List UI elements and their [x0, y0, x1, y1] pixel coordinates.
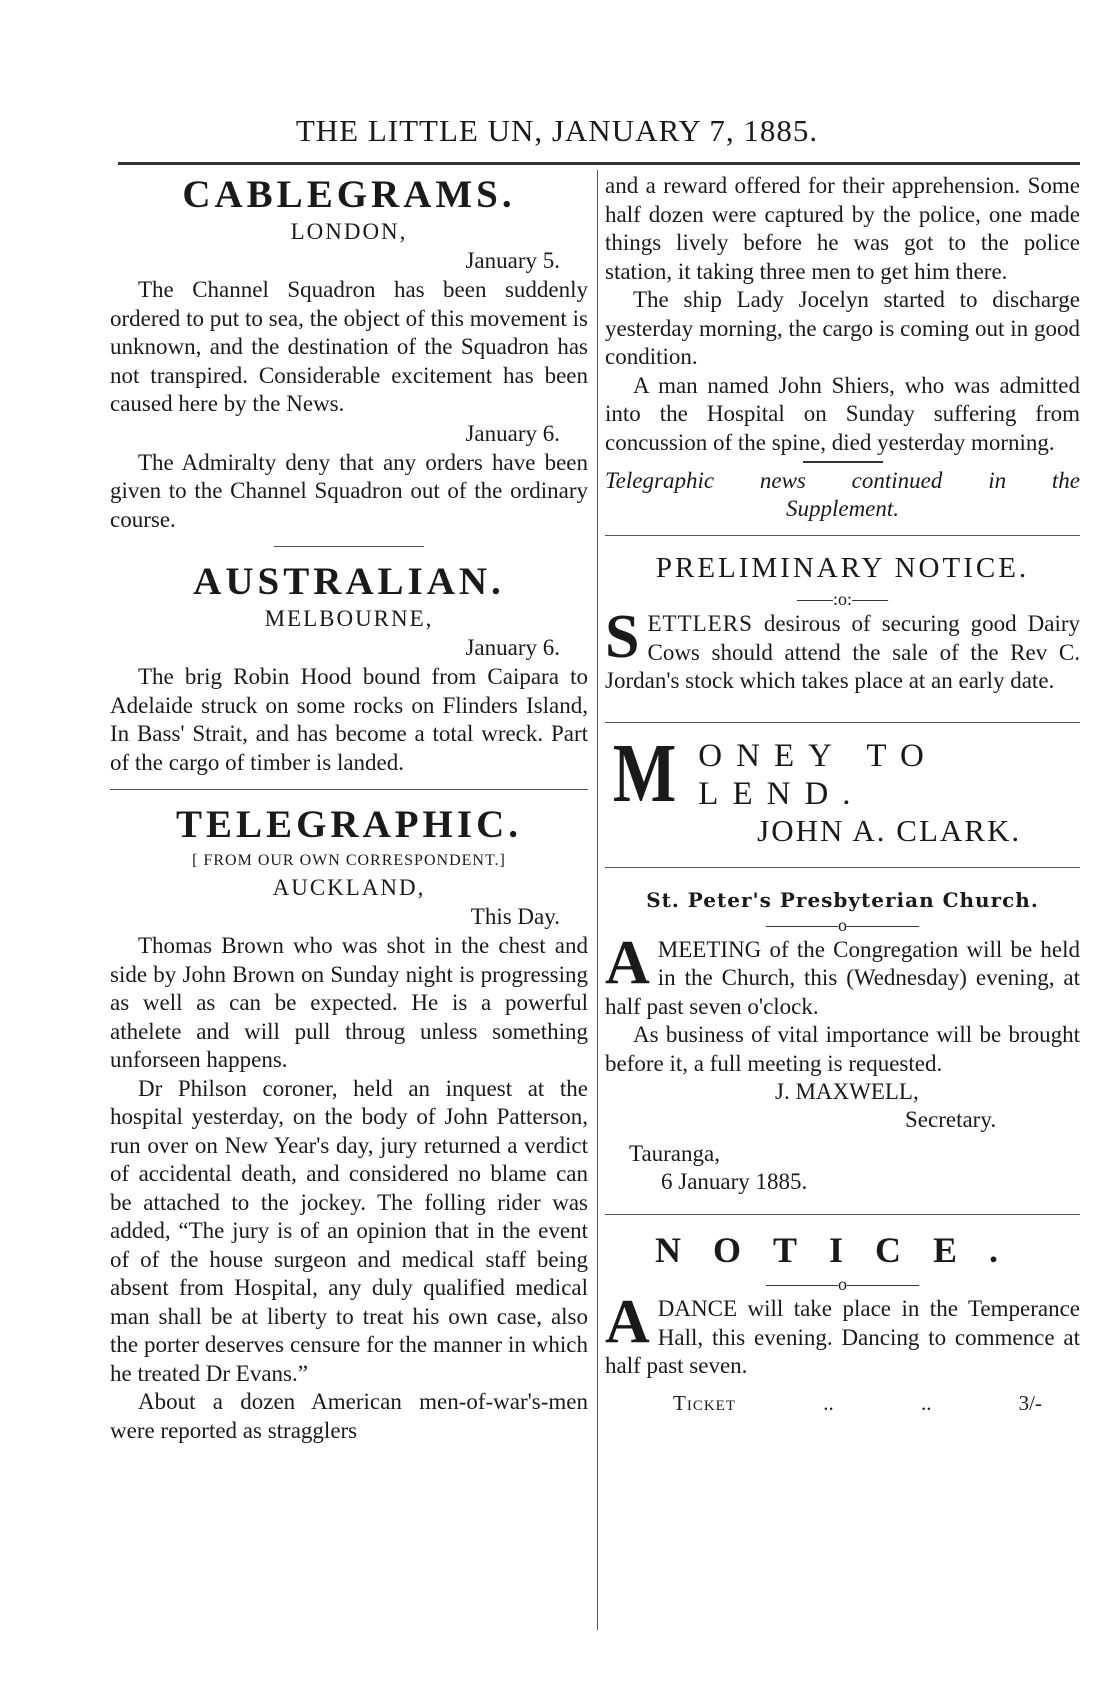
section-rule [605, 867, 1080, 868]
dropcap-a: A [605, 1288, 650, 1356]
short-rule [803, 461, 883, 463]
ticket-dots: .. [823, 1390, 834, 1415]
cablegrams-date-2: January 6. [465, 420, 560, 446]
cablegrams-place: LONDON, [290, 219, 408, 244]
ticket-dots: .. [920, 1390, 932, 1415]
preliminary-body: desirous of securing good Dairy Cows should attend the sale of the Rev C. Jordan's stock which takes place at an early date. [605, 611, 1081, 693]
signature-name: J. MAXWELL, [775, 1079, 919, 1104]
continued-notice [605, 467, 1080, 495]
ornament: ————o———— [766, 914, 919, 935]
notice-paragraph [605, 1288, 1080, 1381]
preliminary-notice-text [605, 603, 1081, 696]
dropcap-a: A [605, 928, 650, 997]
ticket-price: 3/- [1018, 1390, 1042, 1415]
australian-place: MELBOURNE, [264, 606, 434, 631]
continued-word: the [1051, 468, 1080, 493]
masthead-rule [118, 162, 1080, 165]
continued-word: news [759, 468, 806, 493]
section-rule [110, 789, 588, 790]
church-paragraph-2: As business of vital importance will be brought before it, a full meeting is requested. [605, 1022, 1080, 1076]
church-paragraph-1 [605, 928, 1080, 1022]
continued-word: in [988, 468, 1007, 493]
left-column [110, 172, 588, 1445]
telegraphic-place: AUCKLAND, [272, 875, 426, 900]
telegraphic-paragraph-1: Thomas Brown who was shot in the chest and side by John Brown on Sunday night is progressing as well as can be expected. He is a powerful athelete and will pull throug unless something unforseen happens. [110, 933, 588, 1072]
dropcap-s: S [605, 603, 640, 671]
telegraphic-paragraph-2: Dr Philson coroner, held an inquest at the hospital yesterday, on the body of John Patterson, run over on New Year's day, jury returned a verdict of accidental death, and considered no blame can be attached to the jockey. The folling rider was added, “The jury is of an opinion that in the event of of the house surgeon and medical staff being absent from Hospital, any duly qualified medical man shall be at liberty to treat his own case, also the porter deserves censure for the manner in which he treated Dr Evans.” [110, 1075, 588, 1386]
money-line-1: ONEY TO LEND. [698, 737, 938, 812]
church-heading: St. Peter's Presbyterian Church. [646, 887, 1039, 912]
telegraphic-heading: TELEGRAPHIC. [176, 803, 522, 846]
money-to-lend-ad [605, 726, 1080, 849]
ticket-line [605, 1387, 1080, 1419]
ticket-label: Ticket [673, 1390, 736, 1415]
australian-date: January 6. [465, 635, 560, 660]
continued-word: continued [851, 468, 943, 493]
telegraphic-date: This Day. [470, 904, 560, 929]
church-place: Tauranga, [629, 1141, 720, 1166]
cablegrams-heading: CABLEGRAMS. [182, 173, 516, 216]
australian-heading: AUSTRALIAN. [193, 560, 505, 603]
ornament: ————o———— [766, 1274, 919, 1294]
section-rule [274, 546, 424, 547]
section-rule [605, 535, 1080, 536]
cablegrams-paragraph-1: The Channel Squadron has been suddenly ordered to put to sea, the object of this movement is unknown, and the destination of the Squadron has not transpired. Considerable excitement has been caused here by the News. [110, 277, 588, 416]
dropcap-m: M [612, 726, 677, 820]
ornament: ——:o:—— [796, 589, 888, 609]
church-date: 6 January 1885. [661, 1169, 808, 1194]
money-line-2: JOHN A. CLARK. [757, 812, 1022, 848]
telegraphic-subheading: [ FROM OUR OWN CORRESPONDENT.] [192, 852, 506, 869]
signature-title: Secretary. [905, 1107, 997, 1132]
continued-paragraph-2: The ship Lady Jocelyn started to discharge yesterday morning, the cargo is coming out in good condition. [605, 287, 1080, 369]
church-body-1: MEETING of the Congregation will be held in the Church, this (Wednesday) evening, at half past seven o'clock. [605, 936, 1080, 1019]
notice-body: DANCE will take place in the Temperance Hall, this evening. Dancing to commence at half past seven. [605, 1296, 1080, 1378]
section-rule [605, 1214, 1080, 1215]
column-divider [597, 170, 598, 1630]
cablegrams-paragraph-2: The Admiralty deny that any orders have been given to the Channel Squadron out of the ordinary course. [110, 449, 588, 532]
right-column [605, 172, 1080, 1419]
section-rule [605, 722, 1080, 723]
lead-word: ETTLERS [647, 611, 753, 636]
continued-word: Telegraphic [605, 468, 715, 493]
notice-heading: NOTICE. [654, 1230, 1031, 1270]
australian-paragraph: The brig Robin Hood bound from Caipara to Adelaide struck on some rocks on Flinders Island, In Bass' Strait, and has become a total wreck. Part of the cargo of timber is landed. [110, 664, 588, 775]
telegraphic-paragraph-3: About a dozen American men-of-war's-men were reported as stragglers [110, 1389, 588, 1443]
continued-paragraph-1: and a reward offered for their apprehension. Some half dozen were captured by the police, one made things lively before he was got to the police station, it taking three men to get him there. [605, 173, 1080, 284]
continued-notice-line-2: Supplement. [785, 496, 900, 521]
preliminary-notice-heading: PRELIMINARY NOTICE. [655, 552, 1030, 584]
cablegrams-date-1: January 5. [465, 248, 560, 273]
masthead: THE LITTLE UN, JANUARY 7, 1885. [295, 113, 819, 148]
continued-paragraph-3: A man named John Shiers, who was admitted into the Hospital on Sunday suffering from concussion of the spine, died yesterday morning. [605, 372, 1080, 455]
